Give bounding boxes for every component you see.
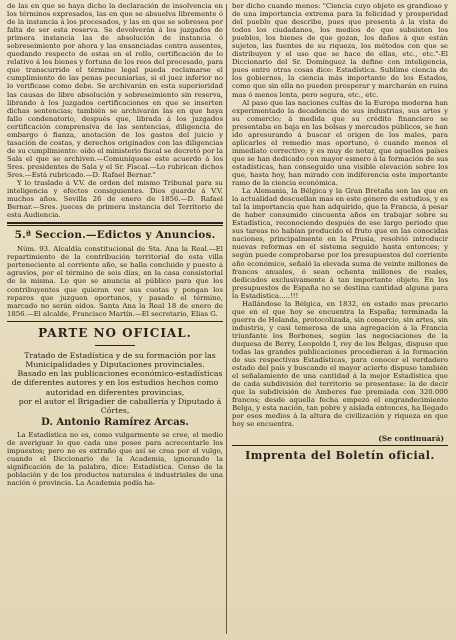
right-column [232,2,448,462]
section-rule [7,321,223,322]
nations-text: Al paso que las naciones cultas de la Europa moderna han experimentado la decadencia de sus industrias, sus artes y su comercio; á medida que su crédito financiero se presentaba en baja en las bolsas y mercados públicos, se han ido apresurando á buscar el origen de los males, para aplicarles el remedio mas oportuno, ó cuando menos el inmediato correctivo; y es muy de notar, que aquellos países que se han dedicado con mayor esmero á la formación de sus estadísticas, han conseguido una visible elevación sobre los que, hasta hoy, han mirado con indiferencia este importante ramo de la ciencia económica. [232,98,448,188]
statistics-intro-text: La Estadística no es, como vulgarmente se cree, el medio de averiguar lo que cada uno posee para acrecentarle los impuestos; pero no es extraño que así se crea por el vulgo, cuando el Diccionario de la Academia, ignorando la significación de la palabra, dice: Estadística. Censo de la población y de los productos naturales é industriales de una nación ó provincia. La Academia podía ha- [7,431,223,488]
resolution-text: de las en que se haya dicho la declaración de insolvencia en los términos expresados, las en que se absuelva libremente ó de la instancia á los procesados, y las en que se sobresea por falta de ser esta reserva. Se devolverán á los juzgados de primera instancia las de absolución de instancia ó sobreseimiento por ahora y las ensanciadas contra ausentes, quedando respecto de estas en el rollo, certificación de lo relativo á los bienes y fortuna de los reos del procesado, para que transcurrido el término legal pueda reclamarse el cumplimiento de las penas pecuniarias, si el juez inferior no lo verificase como debe. Se archivarán en esta superioridad las causas de libre absolución y sobreseimiento sin reserva, librando á los juzgados certificaciones en que se inserten dichas sentencias; también se archivarán las en que haya fallo condenatorio, después que, librada á los juzgados certificación comprensiva de las sentencias, diligencia de embargo ó fianza, anotación de los gastos del juicio y tasación de costas, y derechos originados con las diligencias de su cumplimiento: oído el ministerio fiscal se decretó por la Sala el que se archiven.—Comuníquese este acuerdo á los Sres. presidentes de Sala y el Sr. Fiscal.—Lo rubrican dichos Sres.—Está rubricado.—D. Rafael Bernar." [7,2,223,179]
germany-belgium-text: La Alemania, la Bélgica y la Gran Bretaña son las que en la actualidad descuellan mas en este género de estudios, y es tal la importancia que han adquirido, que la Francia, á pesar de haber consumido cincuenta años en trabajar sobre su Estadística, reconociendo después de ese largo periodo que sus tareas no habían producido el fruto que en las conocidas naciones, principalmente en la Prusia, resolvió introducir nuevas reformas en el sistema seguido hasta entonces; y según puede comprobarse por los presupuestos del corriente año económico, señaló la elevada suma de veinte millones de francos anuales, ó sean ochenta millones de reales, dedicados exclusivamente á tan importante objeto. En los presupuestos de España no se destina cantidad alguna para la Estadística.....!!! [232,187,448,300]
definition-text: ber dicho cuando menos: "Ciencia cuyo objeto es grandioso y de una importancia extrema para la felicidad y prosperidad del pueblo que describe, pues que presenta á la vista de todos los ciudadanos, los medios de que subsisten los pueblos, los bienes de que gozan, los daños á que están sujetos, las fuentes de su riqueza, los métodos con que se distribuyen y el uso que se hace de ellas, etc., etc."-El Diccionario del Sr. Domínguez la define con inteligencia, pues entre otras cosas dice: Estadística. Sublime ciencia de los gobiernos, la ciencia más importante de los Estados, como que sin ella no pueden prosperar y marcharán en ruina mas ó menos lenta, pero segura, etc., etc. [232,2,448,99]
belgium-1832-text: Hallándose la Bélgica, en 1832, en estado mas precario que en el que hoy se encuentra la España; terminada la guerra de Holanda, protocolizada, sin comercio, sin artes, sin industria, y casi temerosa de una agregación á la Francia triunfante los Borbones, según las negociaciones de la duquesa de Berry, Leopoldo I, rey de los Belgas, dispuso que todas las grandes publicaciones procedieran á la formación de sus respectivas Estadísticas, para conocer el verdadero estado del país y buscando el mayor acierto dispuso también el señalamiento de una cantidad á la mejor Estadística que de cada subdivisión del territorio se presentase: la de decir que la subdivisión de Amberes fue premiada con 320.000 francos; desde aquella fecha empezó el engrandecimiento Belga, y esta nación, tan pobre y aislada entonces, ha llegado por esos medios á la altura de civilización y riqueza en que hoy se encuentra. [232,299,448,429]
imprint: Imprenta del Boletín oficial. [232,445,448,462]
treatise-author-rank: por el autor el Brigadier de caballería y Diputado á Córtes, [18,396,222,415]
transfer-text: Y lo traslado á V.V. de orden del mismo Tribunal para su inteligencia y efectos consiguientes. Dios guarde á V.V. muchos años. Sevilla 26 de enero de 1856.—D. Rafael Bernar.—Sres. jueces de primera instancia del Territorio de esta Audiencia. [7,179,223,220]
section-rule-top [7,222,223,226]
section-title: 5.ª Seccion.—Edictos y Anuncios. [14,229,216,242]
left-column [7,2,223,487]
column-divider [226,4,227,634]
treatise-title: Tratado de Estadística y de su formación por las Municipalidades y Diputaciones provinciales. [24,350,216,369]
to-be-continued: (Se continuará) [378,434,444,444]
treatise-basis: Basado en las publicaciones económico-estadísticas de diferentes autores y en los estudios hechos como autoridad en diferentes provincias, [11,369,223,397]
author-name: D. Antonio Ramírez Arcas. [41,417,189,429]
headline: PARTE NO OFICIAL. [38,325,192,340]
short-rule [95,345,135,346]
edict-text: Núm. 93. Alcaldía constitucional de Sta. Ana la Real.—El repartimiento de la contribución territorial de esta villa perteneciente al corriente año, se halla concluido y puesto á agravios, por el término de seis días, en la casa consistorial de la misma. Lo que se anuncia al público para que los contribuyentes que quieran ver sus cuotas y pongan los reparos que juzguen oportunos, y pasado el término, marcado no serán oídos. Santa Ana la Real 18 de enero de 1856.—El alcalde, Francisco Martín.—El secretario, Elias G. [7,245,223,318]
